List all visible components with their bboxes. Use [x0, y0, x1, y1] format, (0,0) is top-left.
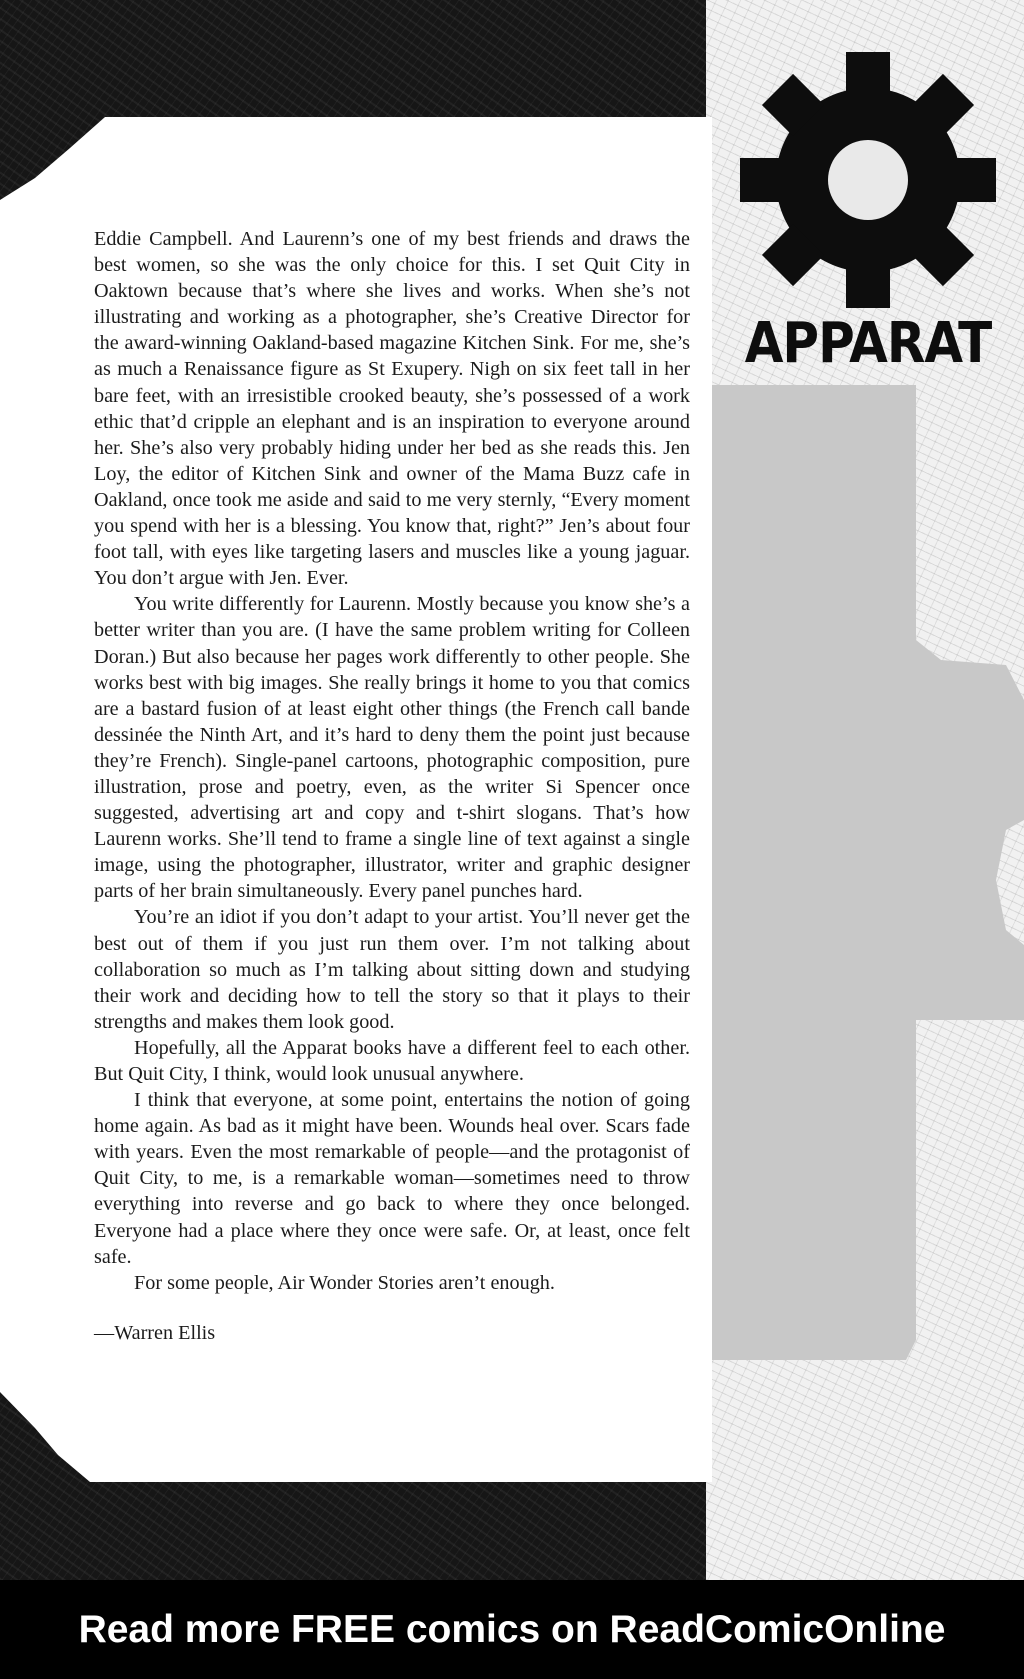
paragraph: You write differently for Laurenn. Mostly because you know she’s a better writer than you are. (I have the same problem writing for Colleen Doran.) But also because her pages work differently to other people. She works best with big images. She really brings it home to you that comics are a bastard fusion of at least eight other things (the French call bande dessinée the Ninth Art, and it’s hard to deny them the point just because they’re French). Single-panel cartoons, photographic composition, pure illustration, prose and poetry, even, as the writer Si Spencer once suggested, advertising art and copy and t-shirt slogans. That’s how Laurenn works. She’ll tend to frame a single line of text against a single image, using the photographer, illustrator, writer and graphic designer parts of her brain simultaneously. Every panel punches hard. — [94, 593, 690, 903]
promo-banner[interactable]: Read more FREE comics on ReadComicOnline — [0, 1580, 1024, 1679]
paragraph: I think that everyone, at some point, entertains the notion of going home again. As bad as it might have been. Wounds heal over. Scars fade with years. Even the most remarkable of people—and the protagonist of Quit City, to me, is a remarkable woman—sometimes need to throw everything into reverse and go back to where they once belonged. Everyone had a place where they once were safe. Or, at least, once felt safe. — [94, 1089, 690, 1268]
author-signature: —Warren Ellis — [94, 1321, 216, 1344]
paragraph: Eddie Campbell. And Laurenn’s one of my best friends and draws the best women, so she was the only choice for this. I set Quit City in Oaktown because that’s where she lives and works. When she’s not illustrating and working as a photographer, she’s Creative Director for the award-winning Oakland-based magazine Kitchen Sink. For me, she’s as much a Renaissance figure as St Exupery. Nigh on six feet tall in her bare feet, with an irresistible crooked beauty, she’s possessed of a work ethic that’d cripple an elephant and is an inspiration to everyone around her. She’s also very probably hiding under her bed as she reads this. Jen Loy, the editor of Kitchen Sink and owner of the Mama Buzz cafe in Oakland, once took me aside and said to me very sternly, “Every moment you spend with her is a blessing. You know that, right?” Jen’s about four foot tall, with eyes like targeting lasers and muscles like a young jaguar. You don’t argue with Jen. Ever. — [94, 228, 690, 590]
paragraph: For some people, Air Wonder Stories aren’t enough. — [134, 1271, 555, 1294]
gear-icon — [738, 50, 998, 310]
logo-wordmark: APPARAT — [744, 310, 992, 376]
paragraph: Hopefully, all the Apparat books have a different feel to each other. But Quit City, I think, would look unusual anywhere. — [94, 1036, 690, 1085]
article-body — [94, 226, 690, 1346]
paragraph: You’re an idiot if you don’t adapt to your artist. You’ll never get the best out of them if you just run them over. I’m not talking about collaboration so much as I’m talking about sitting down and studying their work and deciding how to tell the story so that it plays to their strengths and makes them look good. — [94, 906, 690, 1033]
